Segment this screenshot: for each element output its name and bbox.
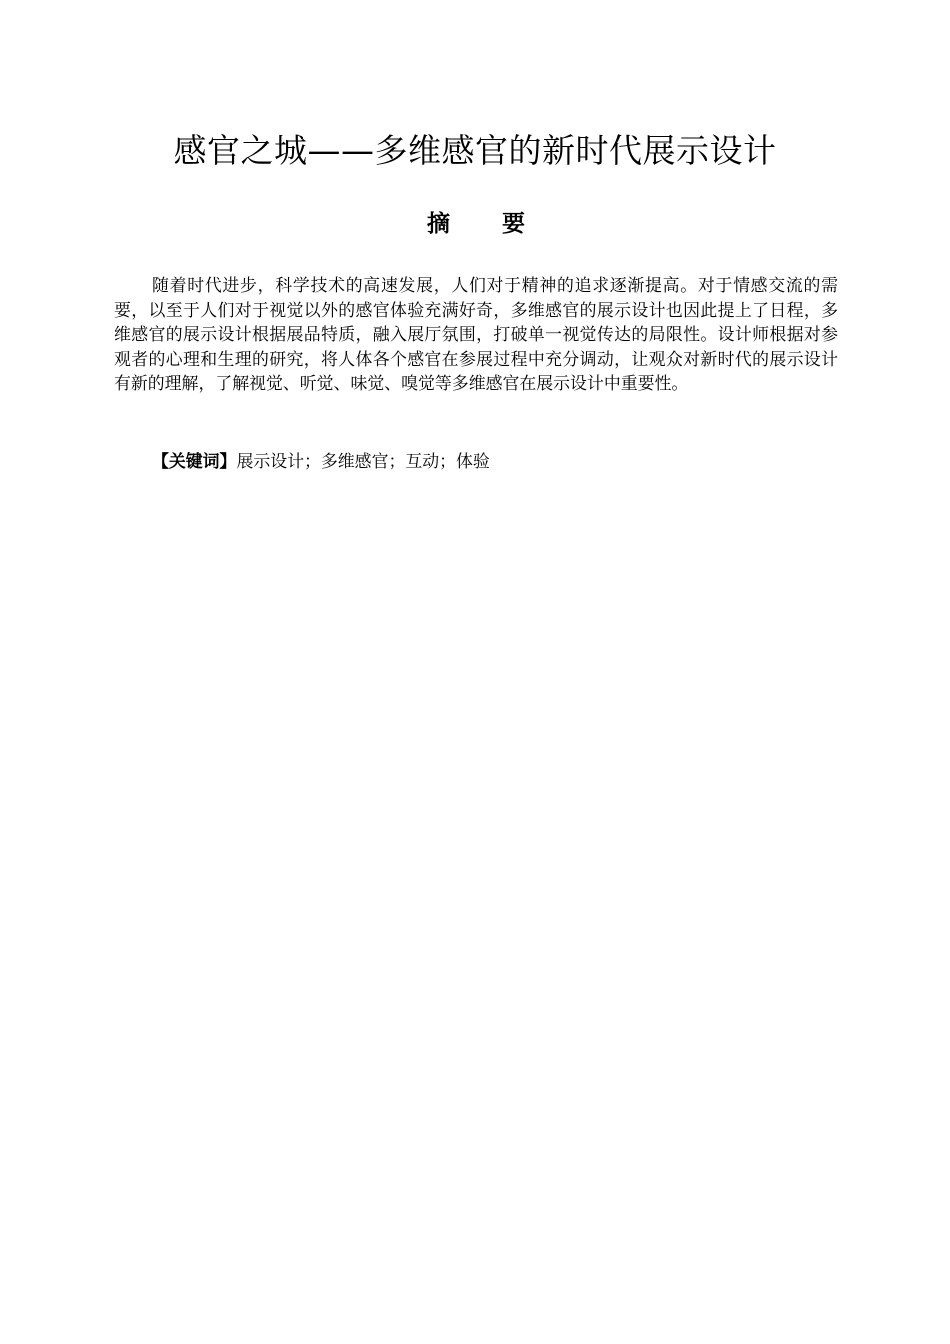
keywords-label: 【关键词】: [152, 451, 237, 471]
keywords-text: 展示设计；多维感官；互动；体验: [236, 451, 490, 471]
keywords-line: [152, 449, 490, 473]
document-title: 感官之城——多维感官的新时代展示设计: [173, 131, 777, 170]
abstract-heading: 摘要: [427, 211, 577, 237]
abstract-body: 随着时代进步，科学技术的高速发展，人们对于精神的追求逐渐提高。对于情感交流的需要，以至于人们对于视觉以外的感官体验充满好奇，多维感官的展示设计也因此提上了日程，多维感官的展示设计根据展品特质，融入展厅氛围，打破单一视觉传达的局限性。设计师根据对参观者的心理和生理的研究，将人体各个感官在参展过程中充分调动，让观众对新时代的展示设计有新的理解，了解视觉、听觉、味觉、嗅觉等多维感官在展示设计中重要性。: [114, 275, 838, 394]
